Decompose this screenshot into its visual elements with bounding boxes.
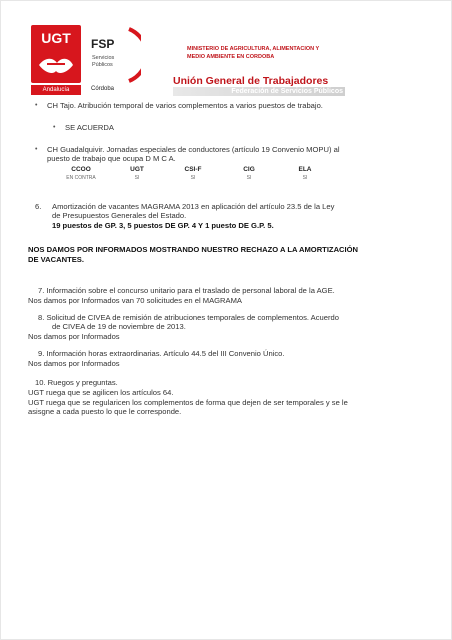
item-8-line-1: 8. Solicitud de CIVEA de remisión de atribuciones temporales de complementos. Acuerdo [38, 313, 339, 322]
ministry-line-2: MEDIO AMBIENTE EN CORDOBA [187, 54, 275, 60]
votes-header-row [53, 166, 333, 174]
votes-table [53, 166, 333, 182]
votes-value: EN CONTRA [66, 175, 96, 181]
item-8-line-2: de CIVEA de 19 de noviembre de 2013. [52, 322, 186, 331]
item-10: 10. Ruegos y preguntas. [35, 378, 118, 387]
item-6-positions: 19 puestos de GP. 3, 5 puestos DE GP. 4 Y 1 puesto DE G.P. 5. [52, 221, 274, 230]
votes-header: CSI-F [184, 166, 202, 173]
rejection-line-2: DE VACANTES. [28, 255, 84, 264]
ministry-heading [187, 45, 367, 61]
handshake-icon [37, 51, 75, 77]
bullet-icon: • [35, 146, 38, 153]
item-6-line-1: Amortización de vacantes MAGRAMA 2013 en aplicación del artículo 23.5 de la Ley [52, 202, 335, 211]
item-6-number: 6. [35, 202, 42, 211]
item-guadalquivir-line-1: CH Guadalquivir. Jornadas especiales de conductores (artículo 19 Convenio MOPU) al [47, 145, 340, 154]
region-label: Andalucía [42, 87, 70, 93]
item-tajo: CH Tajo. Atribución temporal de varios complementos a varios puestos de trabajo. [47, 101, 323, 110]
bullet-icon: • [35, 102, 38, 109]
federation-banner: Federación de Servicios Públicos [173, 87, 345, 96]
votes-header: CCOO [71, 166, 91, 173]
services-label [92, 55, 114, 69]
votes-header: CIG [243, 166, 255, 173]
item-8-note: Nos damos por Informados [28, 332, 120, 341]
ministry-line-1: MINISTERIO DE AGRICULTURA, ALIMENTACION Y [187, 46, 320, 52]
ruego-2-line-1: UGT ruega que se regularicen los complementos de forma que dejen de ser temporales y se le [28, 398, 348, 407]
item-acuerda: SE ACUERDA [65, 123, 114, 132]
votes-value: SI [302, 175, 308, 181]
ruego-1: UGT ruega que se agilicen los artículos 64. [28, 388, 174, 397]
bullet-icon: • [53, 124, 56, 131]
item-7-note: Nos damos por Informados van 70 solicitudes en el MAGRAMA [28, 296, 242, 305]
item-6-line-2: de Presupuestos Generales del Estado. [52, 211, 187, 220]
ugt-logo-text: UGT [41, 30, 71, 46]
votes-header: UGT [130, 166, 144, 173]
votes-value: SI [190, 175, 196, 181]
votes-value-row [53, 174, 333, 182]
services-line-1: Servicios [92, 55, 115, 61]
rejection-line-1: NOS DAMOS POR INFORMADOS MOSTRANDO NUESTRO RECHAZO A LA AMORTIZACIÓN [28, 245, 359, 254]
ugt-fsp-logo [31, 25, 139, 97]
item-9-note: Nos damos por Informados [28, 359, 120, 368]
item-9: 9. Información horas extraordinarias. Artículo 44.5 del III Convenio Único. [38, 349, 285, 358]
item-7: 7. Información sobre el concurso unitario para el traslado de personal laboral de la AGE. [38, 286, 335, 295]
votes-header: ELA [298, 166, 312, 173]
ruego-2-line-2: asisgne a cada puesto lo que le corresponde. [28, 407, 182, 416]
votes-value: SI [246, 175, 252, 181]
votes-value: SI [134, 175, 140, 181]
item-guadalquivir-line-2: puesto de trabajo que ocupa D M C A. [47, 154, 176, 163]
union-title: Unión General de Trabajadores [173, 75, 329, 87]
services-line-2: Públicos [92, 62, 113, 68]
fsp-logo-text: FSP [91, 37, 115, 51]
city-label: Córdoba [91, 86, 115, 92]
